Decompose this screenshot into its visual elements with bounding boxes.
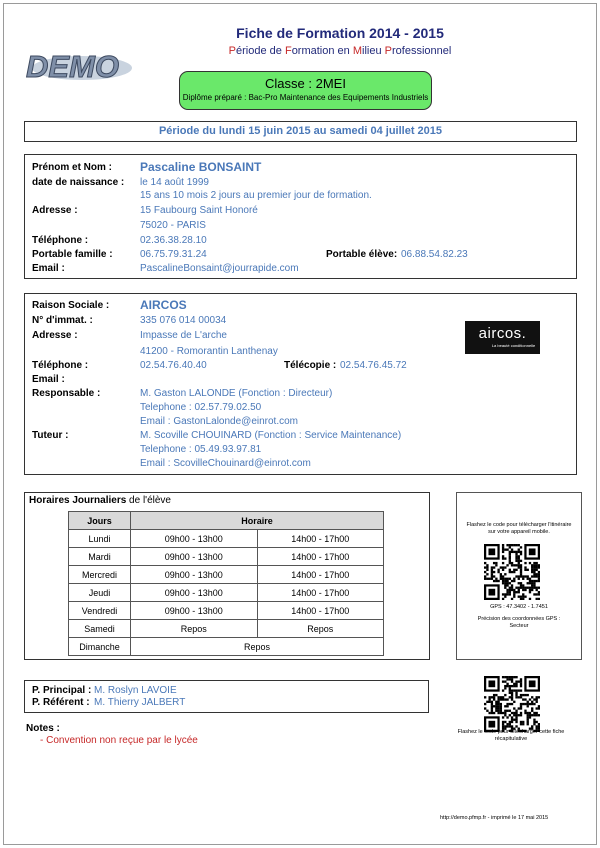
subtitle-part: P bbox=[228, 45, 237, 57]
student-phone: 02.36.38.28.10 bbox=[140, 235, 207, 246]
company-fax: 02.54.76.45.72 bbox=[340, 360, 407, 371]
col-hours-header: Horaire bbox=[131, 512, 384, 530]
day-cell: Mercredi bbox=[69, 566, 131, 584]
company-phone-label: Téléphone : bbox=[32, 360, 89, 371]
schedule-header-row bbox=[69, 512, 384, 530]
company-name: AIRCOS bbox=[140, 298, 187, 312]
afternoon-cell: 14h00 - 17h00 bbox=[257, 584, 384, 602]
principal-name: M. Roslyn LAVOIE bbox=[94, 685, 177, 696]
day-cell: Jeudi bbox=[69, 584, 131, 602]
company-name-label: Raison Sociale : bbox=[32, 300, 110, 311]
demo-logo bbox=[22, 48, 137, 82]
table-row bbox=[69, 602, 384, 620]
svg-text:DEMO: DEMO bbox=[26, 49, 119, 82]
student-family-mobile: 06.75.79.31.24 bbox=[140, 249, 207, 260]
morning-cell: 09h00 - 13h00 bbox=[131, 548, 258, 566]
table-row bbox=[69, 620, 384, 638]
company-tutor-phone: Telephone : 05.49.93.97.81 bbox=[140, 444, 262, 455]
day-cell: Vendredi bbox=[69, 602, 131, 620]
student-address1: 15 Faubourg Saint Honoré bbox=[140, 205, 258, 216]
student-name: Pascaline BONSAINT bbox=[140, 160, 262, 174]
table-row bbox=[69, 638, 384, 656]
student-age: 15 ans 10 mois 2 jours au premier jour de formation. bbox=[140, 190, 372, 201]
morning-cell: Repos bbox=[131, 620, 258, 638]
notes-title: Notes : bbox=[26, 723, 60, 734]
day-cell: Samedi bbox=[69, 620, 131, 638]
subtitle-part: rofessionnel bbox=[391, 45, 452, 57]
company-tutor-email[interactable]: Email : ScovilleChouinard@einrot.com bbox=[140, 458, 311, 469]
notes-item: - Convention non reçue par le lycée bbox=[40, 735, 198, 746]
page-subtitle bbox=[180, 45, 500, 57]
company-manager-email[interactable]: Email : GastonLalonde@einrot.com bbox=[140, 416, 299, 427]
company-address2: 41200 - Romorantin Lanthenay bbox=[140, 346, 278, 357]
day-cell: Lundi bbox=[69, 530, 131, 548]
company-manager: M. Gaston LALONDE (Fonction : Directeur) bbox=[140, 388, 333, 399]
afternoon-cell: 14h00 - 17h00 bbox=[257, 602, 384, 620]
afternoon-cell: Repos bbox=[257, 620, 384, 638]
aircos-logo-tagline: La beauté conditionnelle bbox=[491, 343, 536, 348]
afternoon-cell: 14h00 - 17h00 bbox=[257, 548, 384, 566]
morning-cell: 09h00 - 13h00 bbox=[131, 584, 258, 602]
qr-summary-code[interactable] bbox=[484, 676, 540, 732]
company-fax-label: Télécopie : bbox=[284, 360, 337, 371]
schedule-title bbox=[29, 495, 171, 506]
day-cell: Mardi bbox=[69, 548, 131, 566]
morning-cell: 09h00 - 13h00 bbox=[131, 602, 258, 620]
afternoon-cell: 14h00 - 17h00 bbox=[257, 566, 384, 584]
student-family-mobile-label: Portable famille : bbox=[32, 249, 113, 260]
student-email-label: Email : bbox=[32, 263, 65, 274]
qr-itinerary-code[interactable] bbox=[484, 544, 540, 600]
company-address-label: Adresse : bbox=[32, 330, 78, 341]
table-row bbox=[69, 530, 384, 548]
student-email[interactable]: PascalineBonsaint@jourrapide.com bbox=[140, 263, 299, 274]
morning-cell: 09h00 - 13h00 bbox=[131, 530, 258, 548]
morning-cell: 09h00 - 13h00 bbox=[131, 566, 258, 584]
subtitle-part: F bbox=[284, 45, 292, 57]
classe-box bbox=[179, 71, 432, 110]
schedule-title-bold: Horaires Journaliers bbox=[29, 495, 127, 506]
student-phone-label: Téléphone : bbox=[32, 235, 89, 246]
qr-itinerary-gps: GPS : 47.3402 - 1.7451 bbox=[490, 604, 548, 610]
demo-logo-graphic bbox=[22, 48, 137, 82]
company-siret-label: N° d'immat. : bbox=[32, 315, 93, 326]
company-tutor-label: Tuteur : bbox=[32, 430, 69, 441]
company-manager-label: Responsable : bbox=[32, 388, 101, 399]
col-days-header: Jours bbox=[69, 512, 131, 530]
table-row bbox=[69, 566, 384, 584]
student-name-label: Prénom et Nom : bbox=[32, 162, 113, 173]
student-mobile-label: Portable élève: bbox=[326, 249, 398, 260]
subtitle-part: ormation en bbox=[291, 45, 353, 57]
principal-label: P. Principal : bbox=[32, 685, 92, 696]
company-address1: Impasse de L'arche bbox=[140, 330, 227, 341]
qr-itinerary-precision: Précision des coordonnées GPS : Secteur bbox=[477, 616, 561, 629]
student-address2: 75020 - PARIS bbox=[140, 220, 206, 231]
repos-cell: Repos bbox=[131, 638, 384, 656]
day-cell: Dimanche bbox=[69, 638, 131, 656]
company-tutor: M. Scoville CHOUINARD (Fonction : Service Maintenance) bbox=[140, 430, 402, 441]
afternoon-cell: 14h00 - 17h00 bbox=[257, 530, 384, 548]
student-birth: le 14 août 1999 bbox=[140, 177, 209, 188]
subtitle-part: ilieu bbox=[362, 45, 385, 57]
qr-summary-caption: Flashez le code pour télécharger cette fiche récapitulative bbox=[457, 729, 565, 742]
company-siret: 335 076 014 00034 bbox=[140, 315, 227, 326]
company-email-label: Email : bbox=[32, 374, 65, 385]
period-box bbox=[24, 121, 577, 142]
company-manager-phone: Telephone : 02.57.79.02.50 bbox=[140, 402, 262, 413]
diplome-label: Diplôme préparé : Bac-Pro Maintenance des Equipements Industriels bbox=[182, 93, 429, 102]
schedule-title-rest: de l'élève bbox=[126, 495, 171, 506]
student-mobile: 06.88.54.82.23 bbox=[401, 249, 468, 260]
referent-name: M. Thierry JALBERT bbox=[94, 697, 186, 708]
schedule-table bbox=[68, 511, 384, 656]
student-birth-label: date de naissance : bbox=[32, 177, 125, 188]
table-row bbox=[69, 548, 384, 566]
period-text: Période du lundi 15 juin 2015 au samedi 04 juillet 2015 bbox=[158, 125, 443, 137]
subtitle-part: P bbox=[384, 45, 392, 57]
qr-itinerary-caption: Flashez le code pour télécharger l'itinéraire sur votre appareil mobile. bbox=[466, 522, 572, 535]
subtitle-part: M bbox=[352, 45, 363, 57]
table-row bbox=[69, 584, 384, 602]
aircos-logo-text: aircos. bbox=[478, 325, 527, 342]
page-title: Fiche de Formation 2014 - 2015 bbox=[236, 25, 444, 41]
classe-label: Classe : 2MEI bbox=[265, 76, 346, 91]
aircos-logo bbox=[465, 321, 540, 354]
student-address-label: Adresse : bbox=[32, 205, 78, 216]
footer-text: http://demo.pfmp.fr - imprimé le 17 mai 2015 bbox=[440, 815, 549, 821]
referent-label: P. Référent : bbox=[32, 697, 90, 708]
subtitle-part: ériode de bbox=[236, 45, 285, 57]
company-phone: 02.54.76.40.40 bbox=[140, 360, 207, 371]
